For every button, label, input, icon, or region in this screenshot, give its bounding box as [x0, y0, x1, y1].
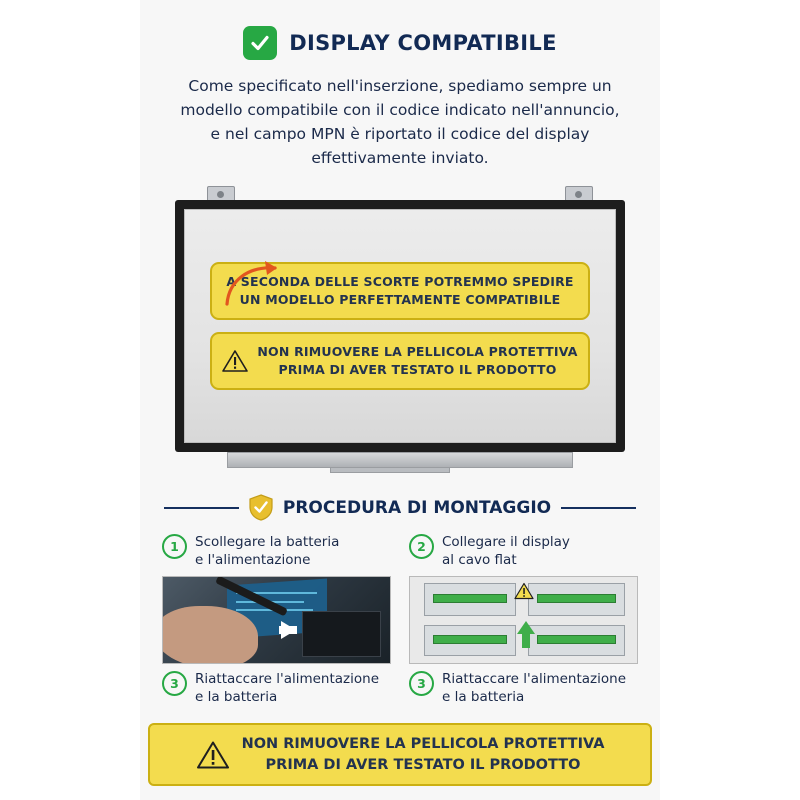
warning-triangle-icon: [196, 740, 230, 770]
step-text-line-1: Collegare il display: [442, 534, 570, 551]
film-warning-box: [210, 332, 590, 390]
panel-screen: [184, 209, 616, 443]
procedure-header: [164, 494, 636, 521]
footer-warning-banner: [148, 723, 652, 786]
flat-cable: [537, 635, 616, 644]
step-1: [162, 533, 391, 569]
step-text: [442, 670, 626, 706]
step-text: [195, 533, 339, 569]
intro-line-2: modello compatibile con il codice indicato nell'annuncio,: [180, 101, 620, 120]
warning-triangle-icon: [514, 582, 534, 600]
intro-paragraph: [170, 74, 630, 170]
compatibility-notice-line-2: UN MODELLO PERFETTAMENTE COMPATIBILE: [239, 291, 561, 307]
step-text-line-2: e la batteria: [195, 688, 278, 705]
panel-connector: [330, 467, 450, 473]
panel-bezel: [175, 200, 625, 452]
footer-warning-text: [242, 734, 605, 775]
step-text-line-1: Scollegare la batteria: [195, 534, 340, 551]
check-icon: [243, 26, 277, 60]
battery-pack: [302, 611, 381, 658]
step-text-line-2: e l'alimentazione: [195, 552, 311, 569]
step-text: [195, 670, 379, 706]
warning-triangle-icon: [222, 349, 248, 373]
lcd-panel-illustration: [165, 186, 635, 476]
flat-cable: [537, 594, 616, 603]
step-text: [442, 533, 570, 569]
step-2: [409, 533, 638, 569]
step-text-line-2: al cavo flat: [442, 552, 517, 569]
divider-right: [561, 507, 636, 509]
compatibility-notice-line-1: A SECONDA DELLE SCORTE POTREMMO SPEDIRE: [226, 273, 574, 289]
intro-line-3: e nel campo MPN è riportato il codice del display: [210, 125, 590, 144]
step-number: 3: [409, 671, 434, 696]
up-arrow-icon: [517, 621, 535, 634]
flat-cable: [433, 594, 508, 603]
footer-warning-line-2: PRIMA DI AVER TESTATO IL PRODOTTO: [265, 756, 581, 773]
procedure-steps: [162, 533, 638, 706]
step-text-line-2: e la batteria: [442, 688, 525, 705]
curved-arrow-icon: [223, 258, 293, 306]
procedure-title: PROCEDURA DI MONTAGGIO: [282, 497, 552, 518]
flat-cable-photo: [409, 576, 638, 664]
infographic-sheet: [140, 0, 660, 800]
page-title: DISPLAY COMPATIBILE: [289, 31, 557, 55]
intro-line-1: Come specificato nell'inserzione, spediamo sempre un: [188, 77, 612, 95]
step-number: 1: [162, 534, 187, 559]
intro-line-4: effettivamente inviato.: [311, 149, 489, 168]
step-text-line-1: Riattaccare l'alimentazione: [195, 670, 380, 687]
direction-arrow-icon: [281, 621, 296, 639]
film-warning-line-2: PRIMA DI AVER TESTATO IL PRODOTTO: [278, 362, 557, 378]
laptop-battery-photo: [162, 576, 391, 664]
step-3-right: [409, 670, 638, 706]
flat-cable: [433, 635, 508, 644]
step-number: 2: [409, 534, 434, 559]
divider-left: [164, 507, 239, 509]
header: [140, 0, 660, 60]
panel-bottom-strip: [227, 452, 573, 468]
step-text-line-1: Riattaccare l'alimentazione: [442, 670, 627, 687]
step-number: 3: [162, 671, 187, 696]
film-warning-line-1: NON RIMUOVERE LA PELLICOLA PROTETTIVA: [257, 344, 578, 360]
shield-icon: [249, 494, 273, 521]
step-3-left: [162, 670, 391, 706]
footer-warning-line-1: NON RIMUOVERE LA PELLICOLA PROTETTIVA: [241, 736, 605, 753]
